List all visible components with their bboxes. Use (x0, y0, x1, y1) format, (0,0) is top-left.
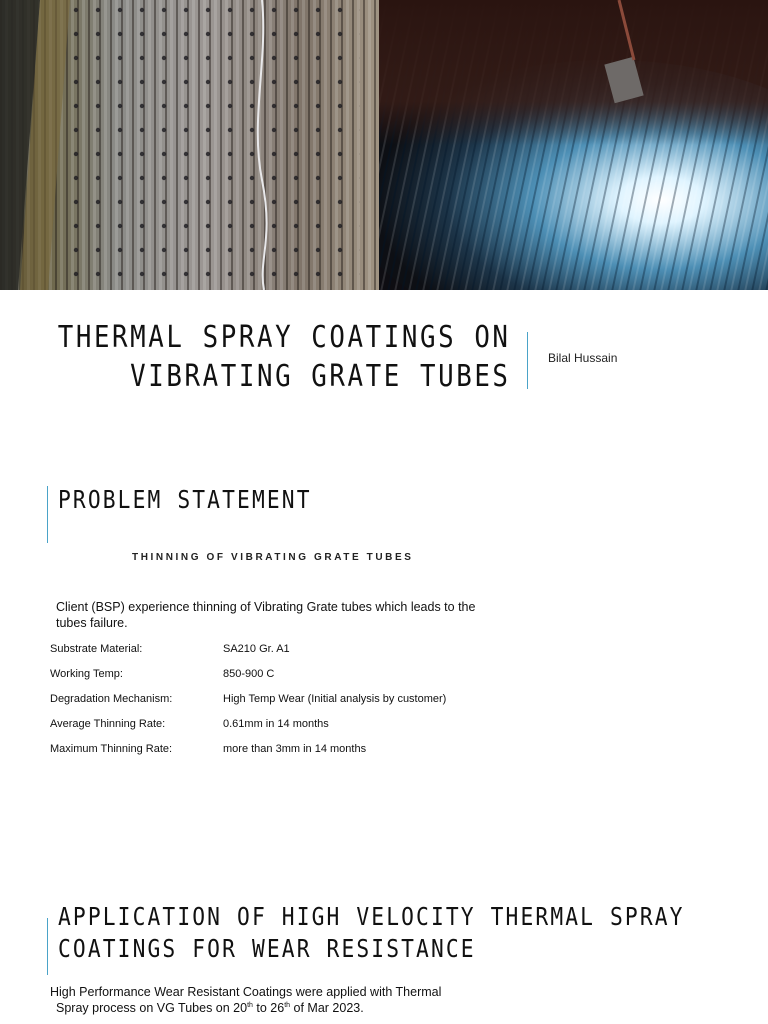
spec-value: High Temp Wear (Initial analysis by customer) (223, 693, 447, 705)
spec-label: Maximum Thinning Rate: (50, 743, 173, 755)
problem-statement-title: PROBLEM STATEMENT (58, 485, 312, 514)
paragraph-line-2 (50, 1000, 482, 1016)
spec-value: more than 3mm in 14 months (223, 743, 367, 755)
paragraph-text: of Mar 2023. (290, 1001, 364, 1015)
photo-worn-tubes (0, 0, 379, 290)
spec-label: Working Temp: (50, 668, 123, 680)
presentation-title (0, 318, 511, 396)
application-accent-bar (47, 918, 48, 975)
application-title-line-2: COATINGS FOR WEAR RESISTANCE (58, 934, 476, 963)
paragraph-line-1: High Performance Wear Resistant Coatings were applied with Thermal (50, 985, 442, 999)
problem-subheading: THINNING OF VIBRATING GRATE TUBES (132, 552, 414, 563)
title-line-2: VIBRATING GRATE TUBES (130, 359, 511, 394)
spec-label: Degradation Mechanism: (50, 693, 173, 705)
ordinal-suffix: th (284, 1001, 291, 1009)
application-paragraph (50, 984, 482, 1016)
paragraph-text: Spray process on VG Tubes on 20 (56, 1001, 248, 1015)
ordinal-suffix: th (247, 1001, 253, 1009)
author-name: Bilal Hussain (548, 351, 618, 365)
problem-accent-bar (47, 486, 48, 543)
application-title-line-1: APPLICATION OF HIGH VELOCITY THERMAL SPRAY (58, 902, 685, 931)
spec-value: SA210 Gr. A1 (223, 643, 290, 655)
paragraph-text: to 26 (252, 1001, 285, 1015)
photo-spray-application (379, 0, 768, 290)
spec-value: 0.61mm in 14 months (223, 718, 329, 730)
title-divider (527, 332, 528, 389)
spec-label: Average Thinning Rate: (50, 718, 166, 730)
title-line-1: THERMAL SPRAY COATINGS ON (58, 320, 511, 355)
spec-value: 850-900 C (223, 668, 275, 680)
spec-label: Substrate Material: (50, 643, 143, 655)
problem-intro: Client (BSP) experience thinning of Vibrating Grate tubes which leads to the tubes failure. (56, 600, 476, 630)
